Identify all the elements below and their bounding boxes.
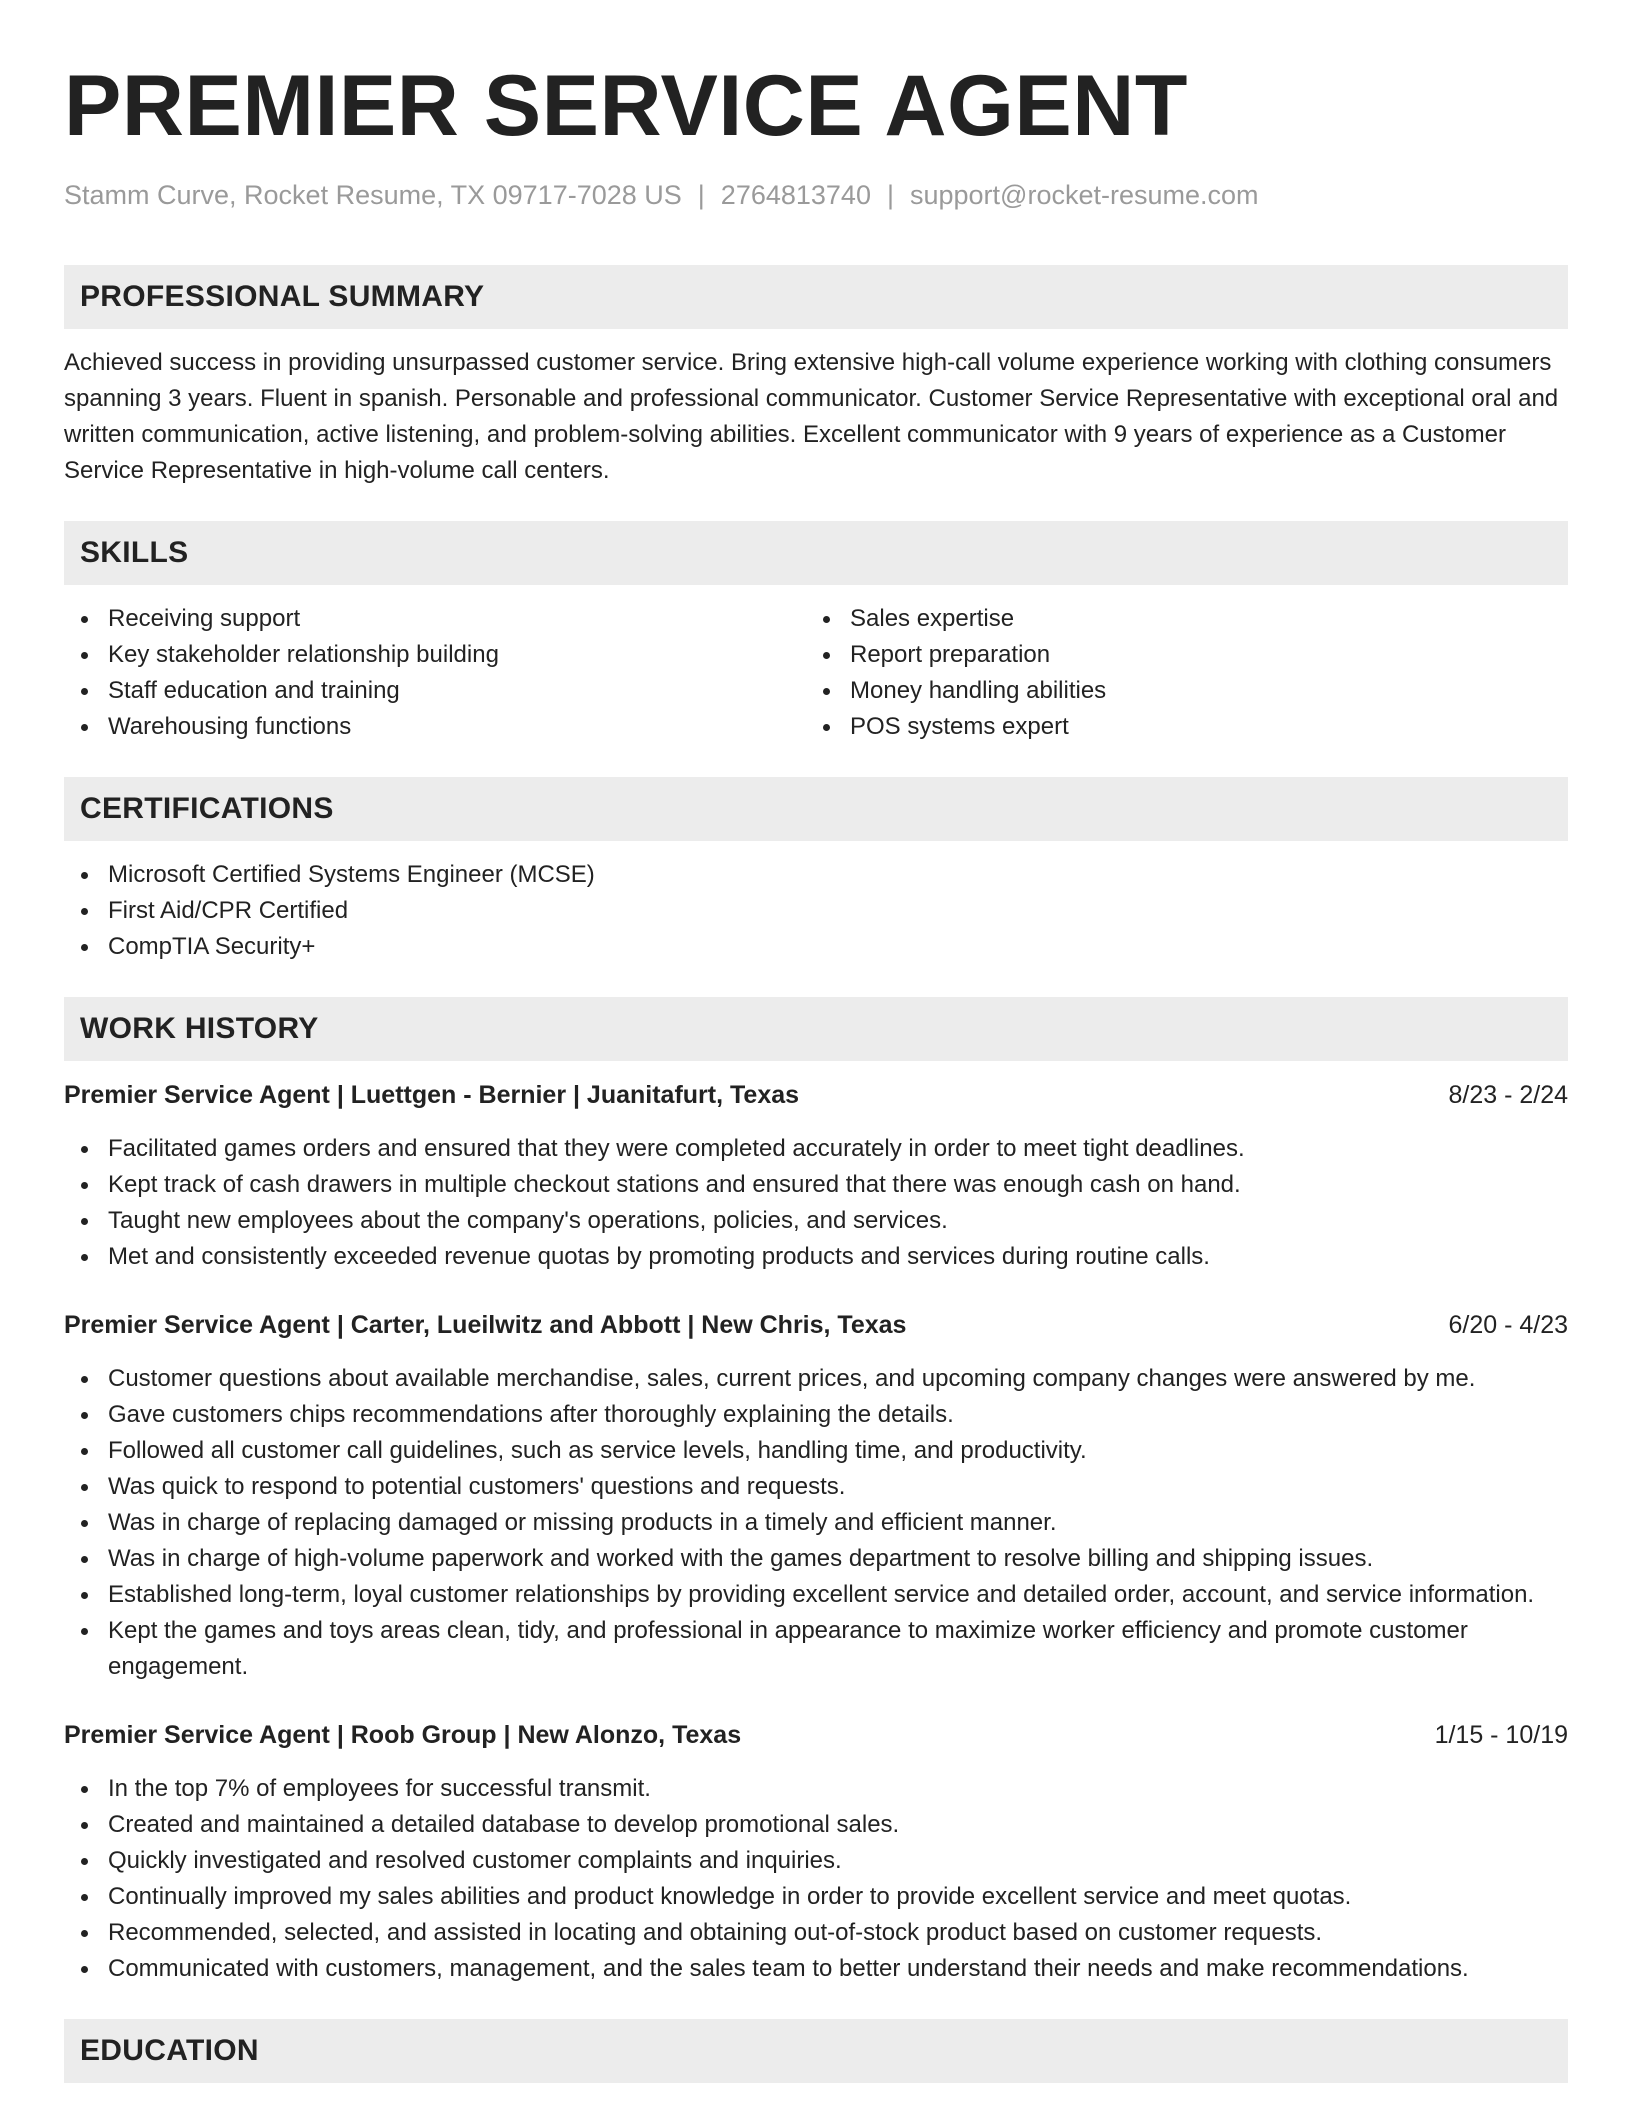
certification-item: CompTIA Security+ [64, 929, 1568, 965]
job-bullet: Recommended, selected, and assisted in locating and obtaining out-of-stock product based on customer requests. [64, 1915, 1568, 1951]
job-dates: 8/23 - 2/24 [1448, 1081, 1568, 1109]
job-bullet: Communicated with customers, management, and the sales team to better understand their needs and make recommendations. [64, 1951, 1568, 1987]
skill-item: POS systems expert [806, 709, 1548, 745]
job-bullet: Followed all customer call guidelines, such as service levels, handling time, and productivity. [64, 1433, 1568, 1469]
job-title: Premier Service Agent | Carter, Lueilwitz and Abbott | New Chris, Texas [64, 1311, 907, 1339]
job-bullet: Kept track of cash drawers in multiple checkout stations and ensured that there was enough cash on hand. [64, 1167, 1568, 1203]
candidate-name: PREMIER SERVICE AGENT [64, 58, 1188, 154]
job-bullet: Created and maintained a detailed database to develop promotional sales. [64, 1807, 1568, 1843]
job-bullets [64, 1131, 1568, 1275]
job-bullet: Quickly investigated and resolved customer complaints and inquiries. [64, 1843, 1568, 1879]
summary-text: Achieved success in providing unsurpassed customer service. Bring extensive high-call volume experience working with clothing consumers spanning 3 years. Fluent in spanish. Personable and professional communicator. Customer Service Representative with exceptional oral and written communication, active listening, and problem-solving abilities. Excellent communicator with 9 years of experience as a Customer Service Representative in high-volume call centers. [64, 349, 1559, 484]
job-header [64, 1077, 1568, 1113]
contact-line [64, 178, 1568, 212]
job-entry [64, 1717, 1568, 1987]
skills-grid [64, 601, 1568, 745]
skill-item: Staff education and training [64, 673, 806, 709]
skill-item: Money handling abilities [806, 673, 1548, 709]
contact-email: support@rocket-resume.com [909, 180, 1259, 210]
contact-phone: 2764813740 [720, 180, 871, 210]
job-bullets [64, 1771, 1568, 1987]
section-header-certifications: CERTIFICATIONS [64, 777, 1568, 841]
contact-separator: | [697, 180, 705, 210]
skill-item: Sales expertise [806, 601, 1548, 637]
section-header-summary: PROFESSIONAL SUMMARY [64, 265, 1568, 329]
section-header-education: EDUCATION [64, 2019, 1568, 2083]
skill-item: Warehousing functions [64, 709, 806, 745]
skill-item: Receiving support [64, 601, 806, 637]
job-bullet: Kept the games and toys areas clean, tidy, and professional in appearance to maximize worker efficiency and promote customer engagement. [64, 1613, 1568, 1685]
job-bullet: Met and consistently exceeded revenue quotas by promoting products and services during routine calls. [64, 1239, 1568, 1275]
certifications-list [64, 857, 1568, 965]
skills-list-right [806, 601, 1548, 745]
job-bullet: Continually improved my sales abilities and product knowledge in order to provide excellent service and meet quotas. [64, 1879, 1568, 1915]
job-entry [64, 1307, 1568, 1685]
job-bullet: Was quick to respond to potential customers' questions and requests. [64, 1469, 1568, 1505]
job-bullet: Taught new employees about the company's operations, policies, and services. [64, 1203, 1568, 1239]
job-title: Premier Service Agent | Luettgen - Bernier | Juanitafurt, Texas [64, 1081, 800, 1109]
section-header-work-history: WORK HISTORY [64, 997, 1568, 1061]
job-title: Premier Service Agent | Roob Group | New Alonzo, Texas [64, 1721, 742, 1749]
job-entry [64, 1077, 1568, 1275]
skill-item: Report preparation [806, 637, 1548, 673]
certification-item: Microsoft Certified Systems Engineer (MCSE) [64, 857, 1568, 893]
job-bullet: In the top 7% of employees for successful transmit. [64, 1771, 1568, 1807]
job-bullet: Gave customers chips recommendations after thoroughly explaining the details. [64, 1397, 1568, 1433]
job-bullets [64, 1361, 1568, 1685]
job-bullet: Facilitated games orders and ensured that they were completed accurately in order to meet tight deadlines. [64, 1131, 1568, 1167]
job-bullet: Was in charge of high-volume paperwork and worked with the games department to resolve billing and shipping issues. [64, 1541, 1568, 1577]
job-bullet: Established long-term, loyal customer relationships by providing excellent service and detailed order, account, and service information. [64, 1577, 1568, 1613]
skill-item: Key stakeholder relationship building [64, 637, 806, 673]
job-bullet: Customer questions about available merchandise, sales, current prices, and upcoming company changes were answered by me. [64, 1361, 1568, 1397]
job-header [64, 1717, 1568, 1753]
job-bullet: Was in charge of replacing damaged or missing products in a timely and efficient manner. [64, 1505, 1568, 1541]
contact-address: Stamm Curve, Rocket Resume, TX 09717-7028 US [64, 180, 682, 210]
contact-separator: | [886, 180, 894, 210]
section-header-skills: SKILLS [64, 521, 1568, 585]
job-dates: 1/15 - 10/19 [1434, 1721, 1568, 1749]
certification-item: First Aid/CPR Certified [64, 893, 1568, 929]
skills-list-left [64, 601, 806, 745]
job-dates: 6/20 - 4/23 [1448, 1311, 1568, 1339]
job-header [64, 1307, 1568, 1343]
